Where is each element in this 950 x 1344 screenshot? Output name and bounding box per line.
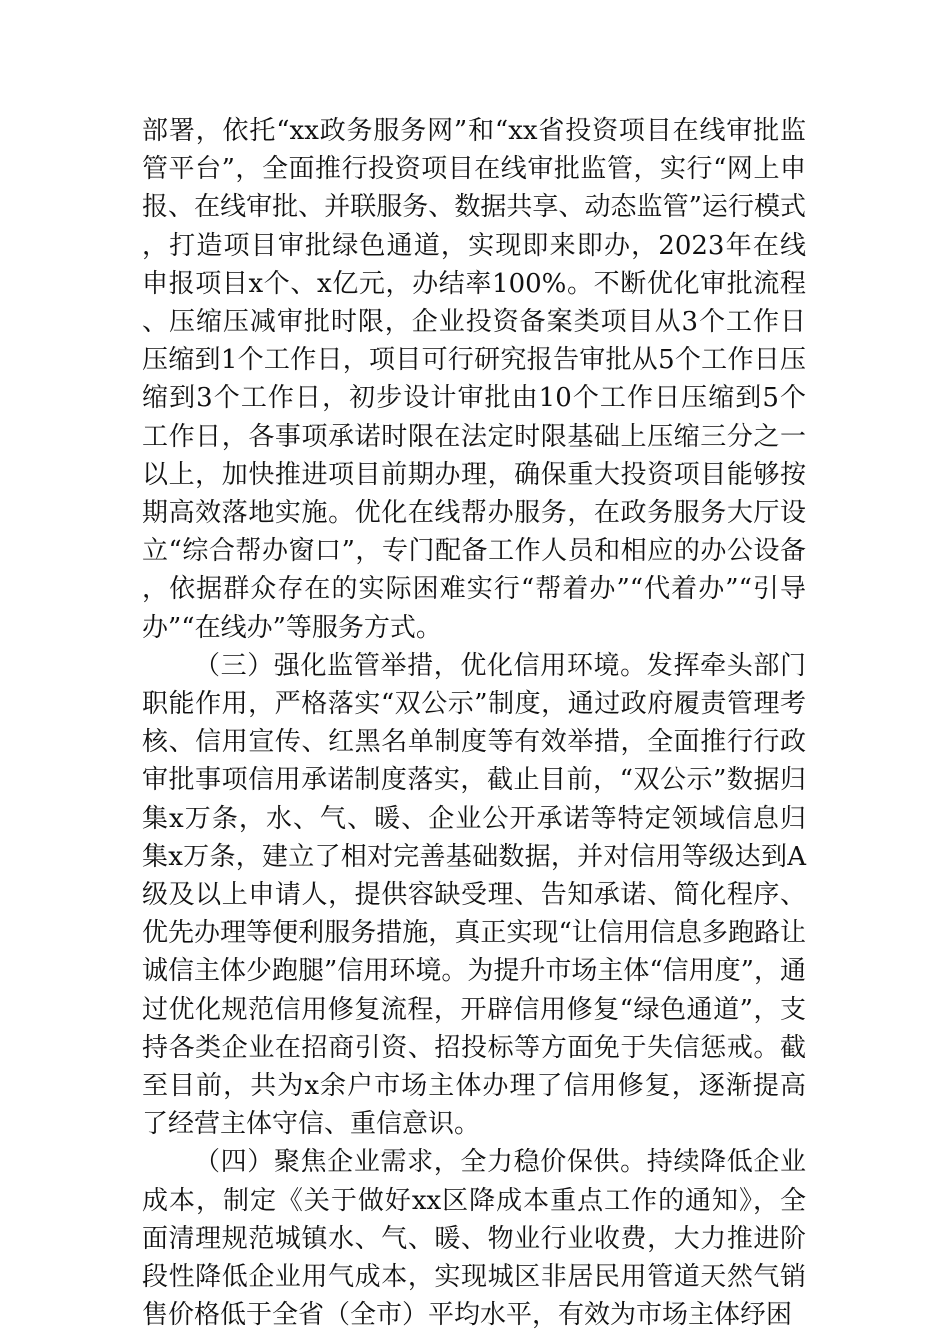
paragraph-continuation: 部署，依托“xx政务服务网”和“xx省投资项目在线审批监管平台”，全面推行投资项目在线审批监管，实行“网上申报、在线审批、并联服务、数据共享、动态监管”运行模式，打造项目审批绿色通道，实现即来即办，2023年在线申报项目x个、x亿元，办结率100%。不断优化审批流程、压缩压减审批时限，企业投资备案类项目从3个工作日压缩到1个工作日，项目可行研究报告审批从5个工作日压缩到3个工作日，初步设计审批由10个工作日压缩到5个工作日，各事项承诺时限在法定时限基础上压缩三分之一以上，加快推进项目前期办理，确保重大投资项目能够按期高效落地实施。优化在线帮办服务，在政务服务大厅设立“综合帮办窗口”，专门配备工作人员和相应的办公设备，依据群众存在的实际困难实行“帮着办”“代着办”“引导办”“在线办”等服务方式。 (142, 116, 806, 643)
paragraph-section-3: （三）强化监管举措，优化信用环境。发挥牵头部门职能作用，严格落实“双公示”制度，通过政府履责管理考核、信用宣传、红黑名单制度等有效举措，全面推行行政审批事项信用承诺制度落实，截止目前，“双公示”数据归集x万条，水、气、暖、企业公开承诺等特定领域信息归集x万条，建立了相对完善基础数据，并对信用等级达到A级及以上申请人，提供容缺受理、告知承诺、简化程序、优先办理等便利服务措施，真正实现“让信用信息多跑路让诚信主体少跑腿”信用环境。为提升市场主体“信用度”，通过优化规范信用修复流程，开辟信用修复“绿色通道”，支持各类企业在招商引资、招投标等方面免于失信惩戒。截至目前，共为x余户市场主体办理了信用修复，逐渐提高了经营主体守信、重信意识。 (142, 650, 806, 1140)
paragraph-section-4: （四）聚焦企业需求，全力稳价保供。持续降低企业成本，制定《关于做好xx区降成本重点工作的通知》，全面清理规范城镇水、气、暖、物业行业收费，大力推进阶段性降低企业用气成本，实现城区非居民用管道天然气销售价格低于全省（全市）平均水平，有效为市场主体纾困 (142, 1147, 806, 1331)
document-page (142, 112, 806, 1335)
